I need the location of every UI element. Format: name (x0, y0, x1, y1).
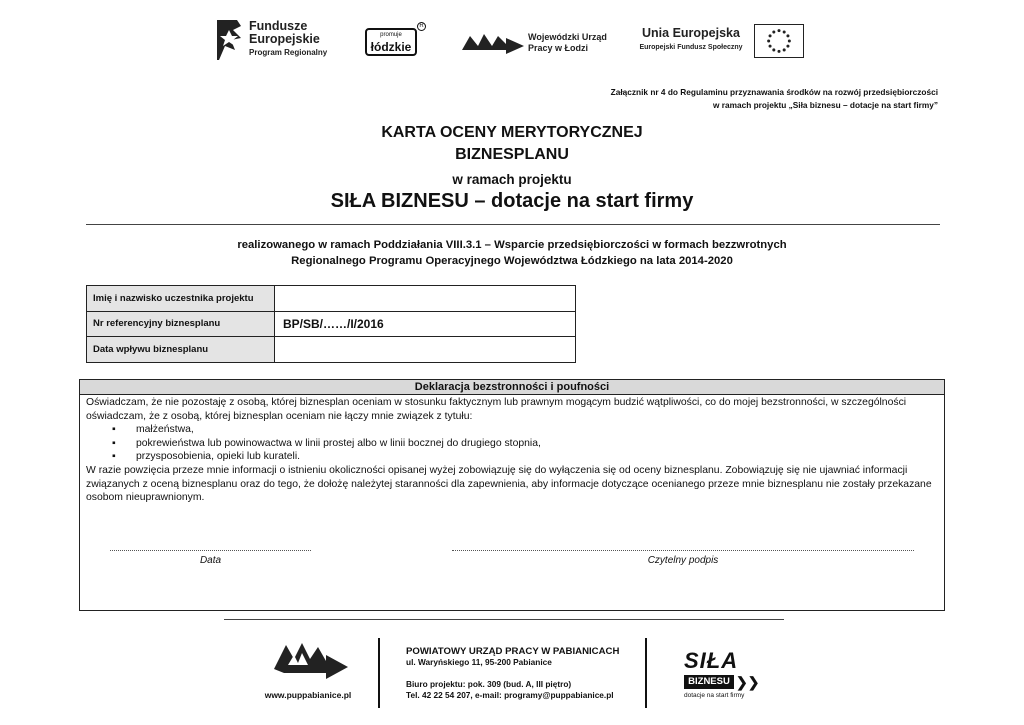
signature-field[interactable] (452, 550, 914, 566)
pup-pabianice-logo-icon (274, 641, 348, 683)
title-divider (86, 224, 940, 225)
office-contact: Tel. 42 22 54 207, e-mail: programy@puppabianice.pl (406, 690, 614, 700)
office-room: Biuro projektu: pok. 309 (bud. A, III piętro) (406, 679, 572, 689)
list-item (86, 423, 938, 437)
footer-website: www.puppabianice.pl (264, 690, 352, 700)
signature-label: Czytelny podpis (647, 555, 719, 566)
table-row (87, 337, 576, 363)
signature-dotted-line (452, 550, 914, 551)
document-title-line2: BIZNESPLANU (455, 146, 569, 163)
wup-arrow-icon (462, 30, 524, 56)
declaration-heading: Deklaracja bezstronności i poufności (80, 380, 944, 395)
lodzkie-logo (365, 24, 425, 58)
header-logos (0, 12, 1024, 70)
date-label: Data (199, 555, 222, 566)
declaration-paragraph1: Oświadczam, że nie pozostaję z osobą, której biznesplan oceniam w stosunku faktycznym lub prawnym mogącym budzić wątpliwości, co do mojej bezstronności, w szczególności oświadczam, że z osobą, której biznesplan oceniam nie łączy mnie związek z tytułu: (86, 397, 907, 422)
office-contact-block (406, 646, 619, 701)
ue-title: Unia Europejska (642, 26, 740, 40)
footer-divider (224, 619, 784, 620)
sila-logo-box: BIZNESU (684, 675, 734, 689)
fundusze-line1: Fundusze (249, 19, 308, 33)
ue-sub: Europejski Fundusz Społeczny (639, 44, 743, 51)
subtitle-line1: realizowanego w ramach Poddziałania VIII.3.1 – Wsparcie przedsiębiorczości w formach bezzwrotnych (237, 239, 787, 251)
date-dotted-line (110, 550, 311, 551)
eu-flag-icon (754, 24, 804, 58)
footer-separator-left (378, 638, 380, 708)
subtitle-line2: Regionalnego Programu Operacyjnego Województwa Łódzkiego na lata 2014-2020 (291, 255, 733, 267)
attachment-line1: Załącznik nr 4 do Regulaminu przyznawania środków na rozwój przedsiębiorczości (610, 87, 938, 97)
receipt-date-field[interactable] (275, 337, 576, 363)
reference-number-field[interactable]: BP/SB/……/I/2016 (275, 311, 576, 337)
date-signature-field[interactable] (110, 550, 311, 566)
participant-name-field[interactable] (275, 286, 576, 312)
office-address: ul. Waryńskiego 11, 95-200 Pabianice (406, 657, 552, 667)
receipt-date-label: Data wpływu biznesplanu (87, 337, 275, 363)
wup-lodz-logo (462, 28, 612, 62)
participant-info-table (86, 285, 576, 363)
document-title-line1: KARTA OCENY MERYTORYCZNEJ (381, 124, 643, 141)
chevron-right-icon: ❯❯ (736, 674, 760, 690)
wup-line2: Pracy w Łodzi (528, 43, 589, 53)
table-row (87, 311, 576, 337)
reference-number-label: Nr referencyjny biznesplanu (87, 311, 275, 337)
document-title-line3: w ramach projektu (452, 172, 572, 187)
attachment-line2: w ramach projektu „Siła biznesu – dotacje na start firmy” (712, 100, 938, 110)
list-item (86, 437, 938, 451)
lodzkie-big-text: łódzkie (370, 40, 412, 54)
relationship-list (86, 423, 938, 464)
list-item (86, 450, 938, 464)
list-item-text: pokrewieństwa lub powinowactwa w linii prostej albo w linii bocznej do drugiego stopnia, (136, 437, 541, 449)
bullet-icon: ▪ (112, 437, 116, 449)
unia-europejska-logo (636, 22, 808, 62)
declaration-body (80, 395, 944, 505)
attachment-note (611, 86, 938, 112)
fundusze-star-icon (213, 16, 245, 64)
list-item-text: przysposobienia, opieki lub kurateli. (136, 451, 301, 463)
project-name-title: SIŁA BIZNESU – dotacje na start firmy (330, 190, 694, 212)
participant-name-label: Imię i nazwisko uczestnika projektu (87, 286, 275, 312)
footer-separator-right (645, 638, 647, 708)
lodzkie-small-text: promuje (380, 32, 402, 38)
sila-logo-tagline: dotacje na start firmy (684, 692, 745, 699)
registered-mark-icon: R (417, 22, 426, 31)
table-row (87, 286, 576, 312)
fundusze-europejskie-logo (213, 16, 333, 66)
declaration-box (79, 379, 945, 611)
list-item-text: małżeństwa, (136, 424, 194, 436)
lodzkie-frame (365, 28, 417, 56)
fundusze-line2: Europejskie (249, 32, 320, 46)
declaration-paragraph2: W razie powzięcia przeze mnie informacji o istnieniu okoliczności opisanej wyżej zobowiązuję się do wyłączenia się od oceny biznesplanu. Zobowiązuję się nie ujawniać informacji związanych z oceną biznesplanu oraz do tego, że dołożę należytej staranności dla zapewnienia, aby informacje dotyczące ocenianego przeze mnie biznesplanu nie zostały przekazane osobom nieuprawnionym. (86, 464, 932, 504)
fundusze-sub: Program Regionalny (249, 48, 328, 57)
bullet-icon: ▪ (112, 451, 116, 463)
wup-line1: Wojewódzki Urząd (528, 32, 607, 42)
sila-logo-top: SIŁA (684, 648, 739, 673)
office-name: POWIATOWY URZĄD PRACY W PABIANICACH (406, 646, 620, 657)
sila-biznesu-logo (684, 648, 764, 702)
bullet-icon: ▪ (112, 424, 116, 436)
